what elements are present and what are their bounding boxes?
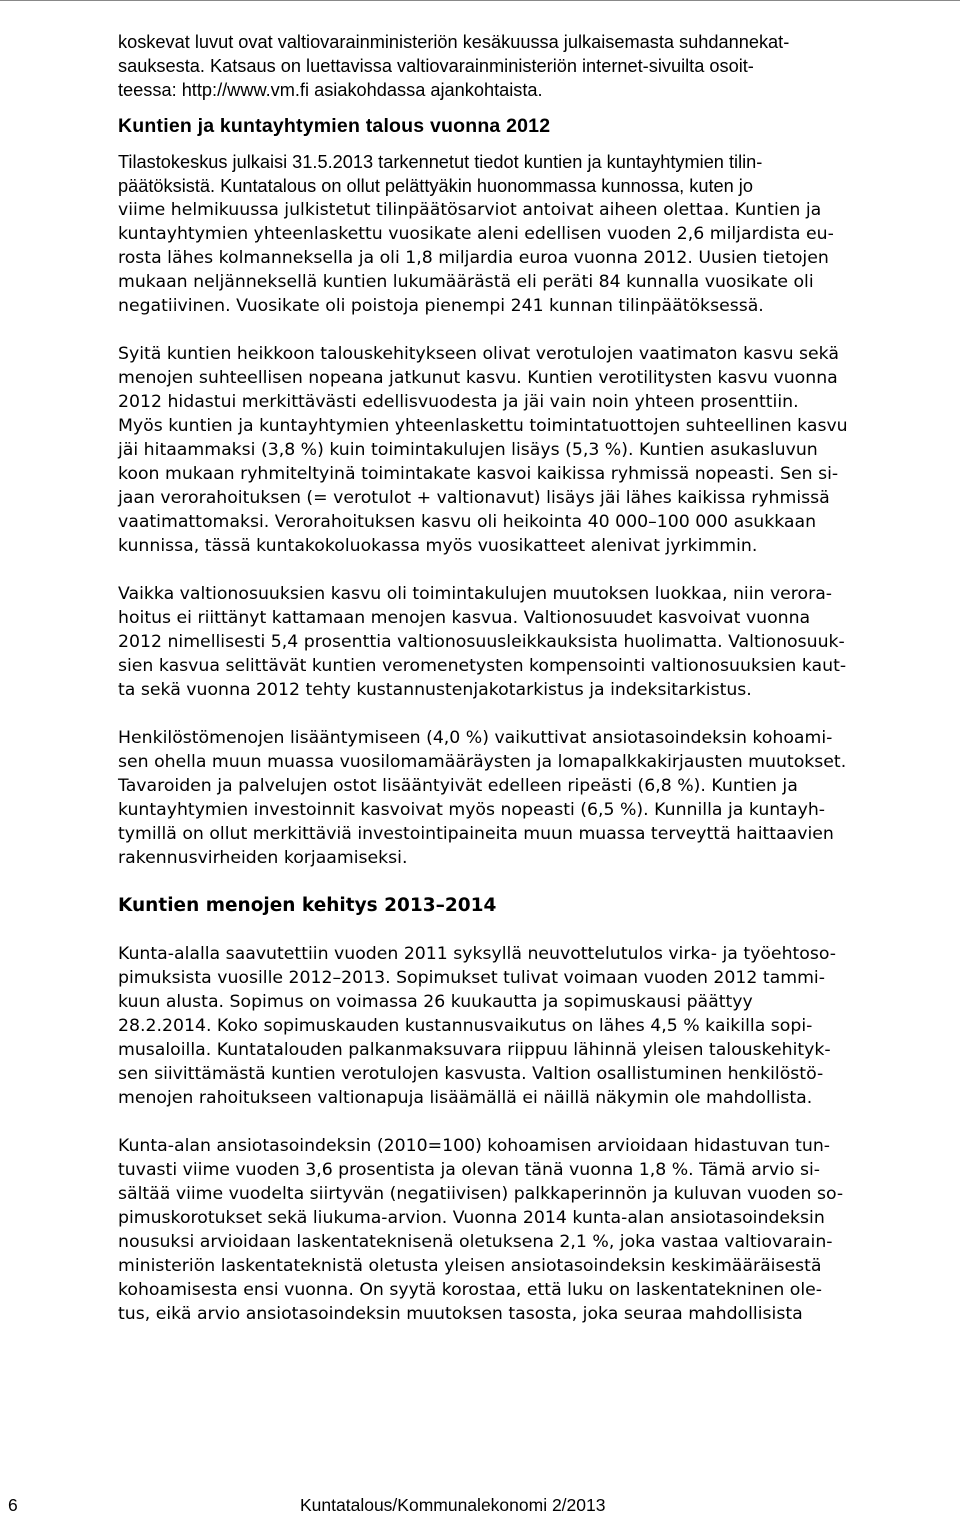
text-line: pimuskorotukset sekä liukuma-arvion. Vuonna 2014 kunta-alan ansiotasoindeksin xyxy=(118,1208,825,1228)
journal-title: Kuntatalous/Kommunalekonomi 2/2013 xyxy=(300,1495,606,1515)
text-line: Kunta-alan ansiotasoindeksin (2010=100) kohoamisen arvioidaan hidastuvan tun- xyxy=(118,1136,831,1156)
paragraph xyxy=(118,582,946,702)
text-line: Tilastokeskus julkaisi 31.5.2013 tarkennetut tiedot kuntien ja kuntayhtymien tilin- xyxy=(118,152,763,172)
text-line: Vaikka valtionosuuksien kasvu oli toimintakulujen muutoksen luokkaa, niin verora- xyxy=(118,584,833,604)
text-line: kuun alusta. Sopimus on voimassa 26 kuukautta ja sopimuskausi päättyy xyxy=(118,992,753,1012)
section-heading: Kuntien ja kuntayhtymien talous vuonna 2012 xyxy=(118,115,551,137)
text-line: koon mukaan ryhmiteltyinä toimintakate kasvoi kaikissa ryhmissä nopeasti. Sen si- xyxy=(118,464,839,484)
text-line: päätöksistä. Kuntatalous on ollut pelättyäkin huonommassa kunnossa, kuten jo xyxy=(118,176,753,196)
text-line: negatiivinen. Vuosikate oli poistoja pienempi 241 kunnan tilinpäätöksessä. xyxy=(118,296,764,316)
page-number: 6 xyxy=(8,1495,18,1515)
paragraph xyxy=(118,342,946,558)
text-line: viime helmikuussa julkistetut tilinpäätösarviot antoivat aiheen olettaa. Kuntien ja xyxy=(118,200,822,220)
text-line: mukaan neljänneksellä kuntien lukumäärästä eli peräti 84 kunnalla vuosikate oli xyxy=(118,272,814,292)
text-line: Kunta-alalla saavutettiin vuoden 2011 syksyllä neuvottelutulos virka- ja työehtoso- xyxy=(118,944,836,964)
text-line: 2012 hidastui merkittävästi edellisvuodesta ja jäi vain noin yhteen prosenttiin. xyxy=(118,392,799,412)
text-line: tuvasti viime vuoden 3,6 prosentista ja olevan tänä vuonna 1,8 %. Tämä arvio si- xyxy=(118,1160,821,1180)
text-line: 28.2.2014. Koko sopimuskauden kustannusvaikutus on lähes 4,5 % kaikilla sopi- xyxy=(118,1016,813,1036)
text-line: sien kasvua selittävät kuntien veromenetysten kompensointi valtionosuuksien kaut- xyxy=(118,656,847,676)
text-line: Tavaroiden ja palvelujen ostot lisääntyivät edelleen ripeästi (6,8 %). Kuntien ja xyxy=(118,776,798,796)
paragraph xyxy=(118,150,946,318)
text-line: sen siivittämästä kuntien verotulojen kasvusta. Valtion osallistuminen henkilöstö- xyxy=(118,1064,824,1084)
text-line: kunnissa, tässä kuntakokoluokassa myös vuosikatteet alenivat jyrkimmin. xyxy=(118,536,758,556)
text-line: ta sekä vuonna 2012 tehty kustannustenjakotarkistus ja indeksitarkistus. xyxy=(118,680,752,700)
text-line: sen ohella muun muassa vuosilomamääräysten ja lomapalkkakirjausten muutokset. xyxy=(118,752,847,772)
text-line: 2012 nimellisesti 5,4 prosenttia valtionosuusleikkauksista huolimatta. Valtionosuuk- xyxy=(118,632,845,652)
text-line: kuntayhtymien investoinnit kasvoivat myös nopeasti (6,5 %). Kunnilla ja kuntayh- xyxy=(118,800,826,820)
paragraph xyxy=(118,942,946,1110)
text-line: kuntayhtymien yhteenlaskettu vuosikate aleni edellisen vuoden 2,6 miljardista eu- xyxy=(118,224,834,244)
text-line: Henkilöstömenojen lisääntymiseen (4,0 %) vaikuttivat ansiotasoindeksin kohoami- xyxy=(118,728,833,748)
intro-paragraph xyxy=(118,30,946,102)
paragraph xyxy=(118,1134,946,1326)
section-heading: Kuntien menojen kehitys 2013–2014 xyxy=(118,895,497,916)
text-line: tymillä on ollut merkittäviä investointipaineita muun muassa terveyttä haittaavien xyxy=(118,824,834,844)
text-line: koskevat luvut ovat valtiovarainministeriön kesäkuussa julkaisemasta suhdannekat- xyxy=(118,32,790,52)
text-line: sauksesta. Katsaus on luettavissa valtiovarainministeriön internet-sivuilta osoit- xyxy=(118,56,754,76)
text-line: rakennusvirheiden korjaamiseksi. xyxy=(118,848,408,868)
top-rule xyxy=(0,0,960,1)
text-line: Myös kuntien ja kuntayhtymien yhteenlaskettu toimintatuottojen suhteellinen kasvu xyxy=(118,416,848,436)
text-line: sältää viime vuodelta siirtyvän (negatiivisen) palkkaperinnön ja kuluvan vuoden so- xyxy=(118,1184,844,1204)
page-footer xyxy=(0,1495,960,1519)
text-line: musaloilla. Kuntatalouden palkanmaksuvara riippuu lähinnä yleisen talouskehityk- xyxy=(118,1040,831,1060)
text-line: jäi hitaammaksi (3,8 %) kuin toimintakulujen lisäys (5,3 %). Kuntien asukasluvun xyxy=(118,440,818,460)
text-line: ministeriön laskentateknistä oletusta yleisen ansiotasoindeksin keskimääräisestä xyxy=(118,1256,822,1276)
text-line: menojen suhteellisen nopeana jatkunut kasvu. Kuntien verotilitysten kasvu vuonna xyxy=(118,368,838,388)
text-line: nousuksi arvioidaan laskentateknisenä oletuksena 2,1 %, joka vastaa valtiovarain- xyxy=(118,1232,833,1252)
paragraph xyxy=(118,726,946,870)
text-line: menojen rahoitukseen valtionapuja lisäämällä ei näillä näkymin ole mahdollista. xyxy=(118,1088,813,1108)
page-content xyxy=(118,30,946,1326)
text-line: jaan verorahoituksen (= verotulot + valtionavut) lisäys jäi lähes kaikissa ryhmissä xyxy=(118,488,830,508)
text-line: hoitus ei riittänyt kattamaan menojen kasvua. Valtionosuudet kasvoivat vuonna xyxy=(118,608,811,628)
text-line: tus, eikä arvio ansiotasoindeksin muutoksen tasosta, joka seuraa mahdollisista xyxy=(118,1304,803,1324)
text-line: vaatimattomaksi. Verorahoituksen kasvu oli heikointa 40 000–100 000 asukkaan xyxy=(118,512,817,532)
text-line: Syitä kuntien heikkoon talouskehitykseen olivat verotulojen vaatimaton kasvu sekä xyxy=(118,344,839,364)
text-line: teessa: http://www.vm.fi asiakohdassa ajankohtaista. xyxy=(118,80,543,100)
text-line: rosta lähes kolmanneksella ja oli 1,8 miljardia euroa vuonna 2012. Uusien tietojen xyxy=(118,248,829,268)
text-line: pimuksista vuosille 2012–2013. Sopimukset tulivat voimaan vuoden 2012 tammi- xyxy=(118,968,825,988)
text-line: kohoamisesta ensi vuonna. On syytä korostaa, että luku on laskentatekninen ole- xyxy=(118,1280,823,1300)
